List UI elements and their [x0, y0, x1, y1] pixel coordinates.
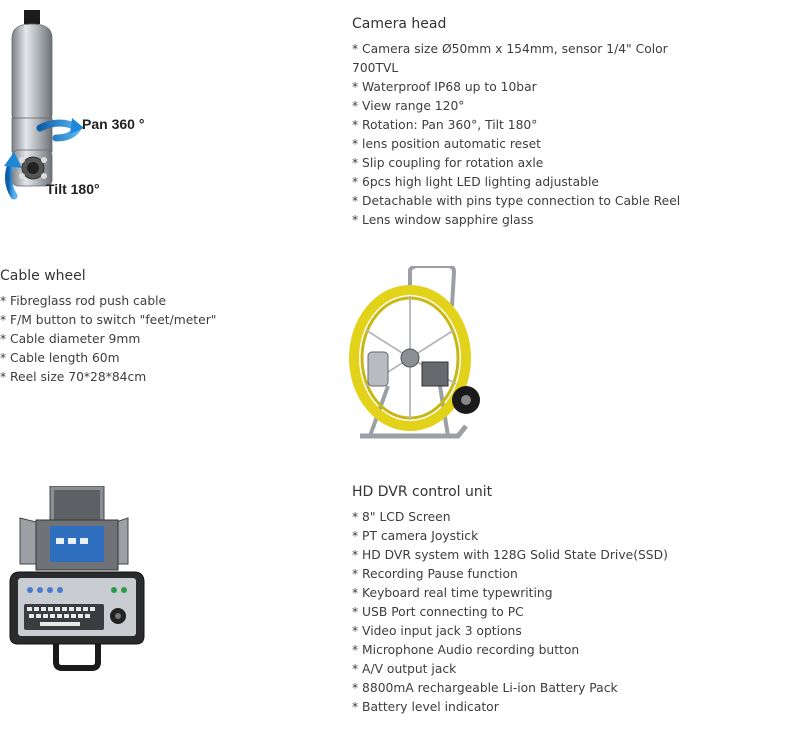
pan-label: Pan 360 °: [82, 116, 145, 132]
spec-item: * Rotation: Pan 360°, Tilt 180°: [352, 118, 538, 132]
spec-item: * View range 120°: [352, 99, 465, 113]
dvr-control-unit-image: [6, 486, 148, 674]
spec-item: * 8" LCD Screen: [352, 510, 451, 524]
spec-item: * 6pcs high light LED lighting adjustable: [352, 175, 599, 189]
cable-wheel-title: Cable wheel: [0, 268, 86, 284]
spec-item: * Camera size Ø50mm x 154mm, sensor 1/4" Color 700TVL: [352, 42, 668, 75]
spec-item: * Video input jack 3 options: [352, 624, 522, 638]
spec-item: * Cable diameter 9mm: [0, 332, 141, 346]
spec-item: * F/M button to switch "feet/meter": [0, 313, 217, 327]
spec-item: * PT camera Joystick: [352, 529, 479, 543]
spec-item: * USB Port connecting to PC: [352, 605, 524, 619]
spec-item: * Reel size 70*28*84cm: [0, 370, 147, 384]
spec-item: * Fibreglass rod push cable: [0, 294, 167, 308]
spec-item: * Detachable with pins type connection to Cable Reel: [352, 194, 681, 208]
spec-item: * Recording Pause function: [352, 567, 518, 581]
spec-item: * Lens window sapphire glass: [352, 213, 534, 227]
spec-item: * Waterproof IP68 up to 10bar: [352, 80, 537, 94]
cable-wheel-spec-list: [0, 292, 260, 387]
camera-head-spec-list: [352, 40, 682, 230]
spec-item: * Battery level indicator: [352, 700, 499, 714]
dvr-unit-title: HD DVR control unit: [352, 484, 493, 500]
spec-item: * 8800mA rechargeable Li-ion Battery Pack: [352, 681, 618, 695]
spec-item: * A/V output jack: [352, 662, 457, 676]
cable-reel-image: [348, 266, 488, 452]
spec-item: * HD DVR system with 128G Solid State Drive(SSD): [352, 548, 668, 562]
spec-item: * Microphone Audio recording button: [352, 643, 580, 657]
camera-head-image: [0, 10, 160, 205]
dvr-unit-spec-list: [352, 508, 692, 717]
tilt-label: Tilt 180°: [46, 181, 100, 197]
spec-item: * lens position automatic reset: [352, 137, 542, 151]
camera-head-title: Camera head: [352, 16, 447, 32]
spec-item: * Slip coupling for rotation axle: [352, 156, 544, 170]
spec-item: * Cable length 60m: [0, 351, 120, 365]
spec-item: * Keyboard real time typewriting: [352, 586, 553, 600]
